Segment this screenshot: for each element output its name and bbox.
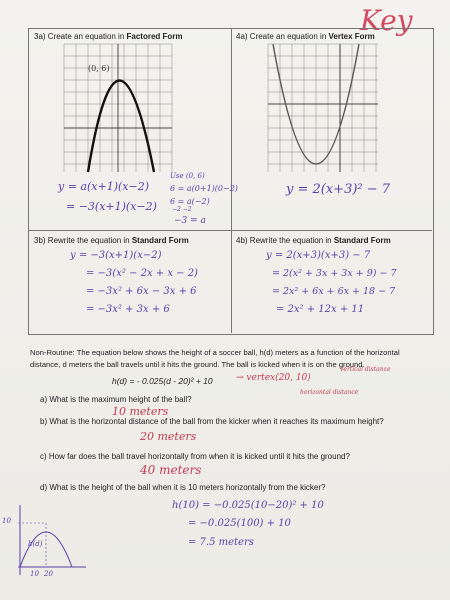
question-a: a) What is the maximum height of the ball? [40,395,192,404]
answer-d-line3: = 7.5 meters [188,537,254,548]
answer-d-line2: = −0.025(100) + 10 [188,518,291,529]
q3a-side-note2: 6 = a(0+1)(0−2) [170,184,238,193]
nonroutine-intro-line2: distance, d meters the ball travels until it hits the ground. The ball is kicked when it is on the ground. [30,360,365,369]
grid-divider-horizontal [28,230,432,231]
q3a-work-line1: y = a(x+1)(x−2) [58,180,149,193]
grid-divider-vertical [231,28,232,333]
annotation-vertical-distance: vertical distance [340,366,391,373]
nonroutine-intro-line1: Non-Routine: The equation below shows the height of a soccer ball, h(d) meters as a function of the horizontal [30,348,400,357]
q3b-line2: = −3(x² − 2x + x − 2) [86,268,198,279]
annotation-vertex: → vertex(20, 10) [236,373,311,383]
answer-b: 20 meters [140,430,197,443]
answer-c: 40 meters [140,463,202,477]
q4b-line1: y = 2(x+3)(x+3) − 7 [266,250,371,261]
q3a-graph [64,44,172,172]
q3a-work-line2: = −3(x+1)(x−2) [66,200,157,213]
q3a-side-note3: 6 = a(−2) [170,197,210,206]
sketch-x-label-10: 10 [30,570,39,578]
sketch-curve-label: h(d) [28,540,43,548]
q3b-line1: y = −3(x+1)(x−2) [70,250,162,261]
question-d: d) What is the height of the ball when it is 10 meters horizontally from the kicker? [40,483,326,492]
q3a-side-note3b: −2 −2 [172,206,192,213]
q4a-title: 4a) Create an equation in Vertex Form [236,32,375,41]
q3a-side-note4: −3 = a [174,216,206,226]
q3a-title: 3a) Create an equation in Factored Form [34,32,183,41]
sketch-x-label-20: 20 [44,570,53,578]
question-c: c) How far does the ball travel horizontally from when it is kicked until it hits the ground? [40,452,350,461]
q3a-vertex-label: (0, 6) [88,64,110,73]
q3b-title: 3b) Rewrite the equation in Standard Form [34,236,189,245]
q4b-line4: = 2x² + 12x + 11 [276,304,365,315]
q4b-title: 4b) Rewrite the equation in Standard Form [236,236,391,245]
q3b-line4: = −3x² + 3x + 6 [86,304,170,315]
q4a-graph [268,44,378,172]
q4b-line2: = 2(x² + 3x + 3x + 9) − 7 [272,268,397,279]
nonroutine-equation: h(d) = - 0.025(d - 20)² + 10 [112,376,213,386]
annotation-horizontal-distance: horizontal distance [300,389,359,396]
q3b-line3: = −3x² + 6x − 3x + 6 [86,286,197,297]
q4a-answer: y = 2(x+3)² − 7 [286,182,391,197]
question-b: b) What is the horizontal distance of the ball from the kicker when it reaches its maximum height? [40,417,384,426]
answer-d-line1: h(10) = −0.025(10−20)² + 10 [172,500,324,511]
answer-a: 10 meters [112,405,169,418]
key-label: Key [360,4,413,37]
q4b-line3: = 2x² + 6x + 6x + 18 − 7 [272,286,396,297]
sketch-y-label: 10 [2,517,11,525]
q3a-side-note1: Use (0, 6) [170,172,205,180]
